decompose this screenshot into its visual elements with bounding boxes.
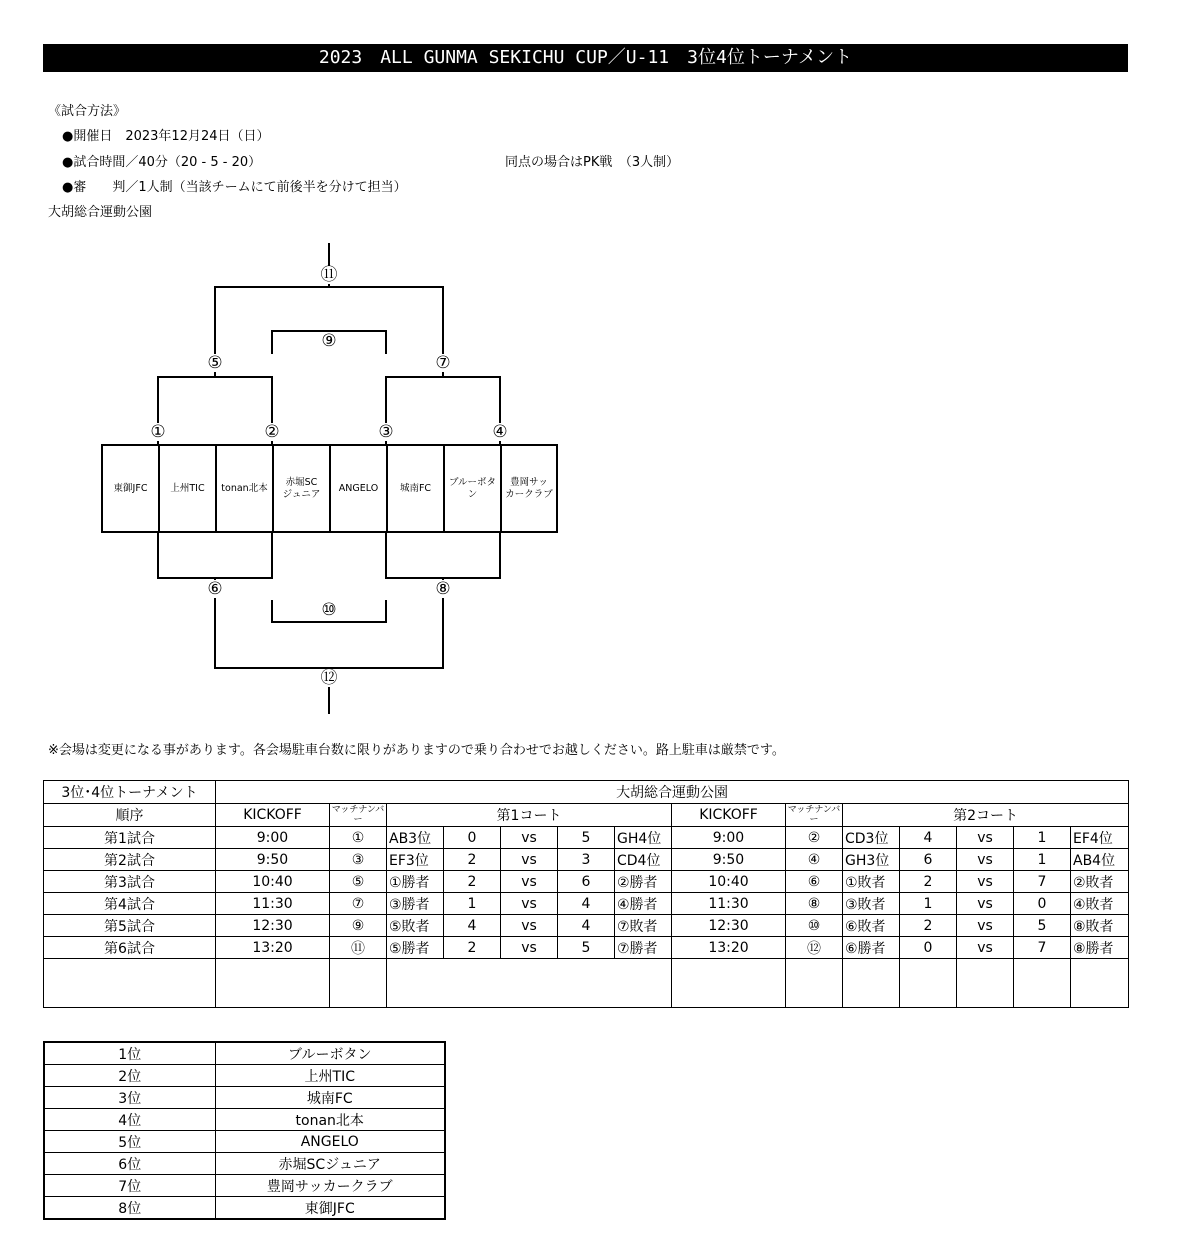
rank-label: 5位 [44, 1131, 215, 1153]
home-score: 1 [444, 893, 501, 915]
schedule-table [43, 780, 1129, 1008]
away-score: 1 [1014, 849, 1071, 871]
method-heading: 《試合方法》 [48, 104, 127, 119]
match-number: ② [264, 422, 280, 442]
parking-note: ※会場は変更になる事があります。各会場駐車台数に限りがありますので乗り合わせでお越しください。路上駐車は厳禁です。 [48, 743, 785, 758]
match-order: 第5試合 [44, 915, 216, 937]
match-number: ⑪ [320, 265, 338, 285]
rank-label: 2位 [44, 1065, 215, 1087]
court1-header: 第1コート [387, 804, 672, 827]
away-team: GH4位 [615, 827, 672, 849]
match-order: 第3試合 [44, 871, 216, 893]
kickoff-time: 9:00 [216, 827, 330, 849]
kickoff-time: 9:50 [216, 849, 330, 871]
schedule-column-headers [44, 804, 1129, 827]
referee-rule: ●審 判／1人制（当該チームにて前後半を分けて担当） [62, 180, 407, 195]
vs-label: vs [957, 827, 1014, 849]
away-score: 6 [558, 871, 615, 893]
rank-team: 赤堀SCジュニア [215, 1153, 445, 1175]
vs-label: vs [501, 871, 558, 893]
match-number: ① [330, 827, 387, 849]
rank-label: 8位 [44, 1197, 215, 1220]
court2-header: 第2コート [843, 804, 1129, 827]
away-team: ⑦勝者 [615, 937, 672, 959]
kickoff-time: 12:30 [672, 915, 786, 937]
away-score: 7 [1014, 871, 1071, 893]
vs-label: vs [957, 915, 1014, 937]
team-box [329, 444, 388, 533]
match-number: ⑧ [435, 579, 451, 599]
match-order: 第1試合 [44, 827, 216, 849]
away-score: 7 [1014, 937, 1071, 959]
home-team: EF3位 [387, 849, 444, 871]
rank-team: ANGELO [215, 1131, 445, 1153]
match-number: ⑨ [321, 331, 337, 351]
tournament-label: 3位･4位トーナメント [44, 781, 216, 804]
team-name: 赤堀SC ジュニア [282, 476, 321, 500]
ranking-row [44, 1109, 445, 1131]
ranking-row [44, 1087, 445, 1109]
team-name: 豊岡サッ カークラブ [505, 476, 553, 500]
away-score: 0 [1014, 893, 1071, 915]
rank-label: 7位 [44, 1175, 215, 1197]
kickoff-time: 12:30 [216, 915, 330, 937]
team-name: ANGELO [338, 482, 379, 494]
match-number: ⑨ [330, 915, 387, 937]
match-number: ⑫ [786, 937, 843, 959]
vs-label: vs [501, 937, 558, 959]
match-number: ④ [786, 849, 843, 871]
table-row [44, 849, 1129, 871]
home-score: 0 [900, 937, 957, 959]
match-number: ⑫ [320, 668, 338, 688]
away-team: ⑦敗者 [615, 915, 672, 937]
team-box [386, 444, 445, 533]
away-score: 1 [1014, 827, 1071, 849]
rank-label: 6位 [44, 1153, 215, 1175]
kickoff-time: 13:20 [672, 937, 786, 959]
home-team: ⑥勝者 [843, 937, 900, 959]
rank-label: 1位 [44, 1042, 215, 1065]
pk-rule: 同点の場合はPK戦 （3人制） [505, 155, 680, 170]
kickoff-header: KICKOFF [672, 804, 786, 827]
ranking-row [44, 1042, 445, 1065]
vs-label: vs [501, 915, 558, 937]
kickoff-time: 11:30 [672, 893, 786, 915]
home-score: 4 [444, 915, 501, 937]
schedule-header-row [44, 781, 1129, 804]
match-number: ⑥ [207, 579, 223, 599]
team-name: 城南FC [399, 482, 432, 494]
team-name: ブルーボタ ン [448, 476, 497, 500]
table-row [44, 959, 1129, 1008]
match-time: ●試合時間／40分（20 - 5 - 20） [62, 155, 262, 170]
match-number: ② [786, 827, 843, 849]
away-team: ④勝者 [615, 893, 672, 915]
home-score: 0 [444, 827, 501, 849]
team-box [500, 444, 558, 533]
match-order: 第4試合 [44, 893, 216, 915]
home-team: ③勝者 [387, 893, 444, 915]
home-team: ⑤勝者 [387, 937, 444, 959]
home-score: 1 [900, 893, 957, 915]
team-box [101, 444, 160, 533]
away-team: EF4位 [1071, 827, 1129, 849]
kickoff-time: 13:20 [216, 937, 330, 959]
vs-label: vs [501, 849, 558, 871]
home-team: ①敗者 [843, 871, 900, 893]
kickoff-time: 9:50 [672, 849, 786, 871]
vs-label: vs [957, 849, 1014, 871]
rank-team: ブルーボタン [215, 1042, 445, 1065]
ranking-row [44, 1065, 445, 1087]
away-score: 3 [558, 849, 615, 871]
ranking-row [44, 1175, 445, 1197]
match-number: ⑪ [330, 937, 387, 959]
home-team: CD3位 [843, 827, 900, 849]
match-number: ④ [492, 422, 508, 442]
rank-team: tonan北本 [215, 1109, 445, 1131]
away-team: ⑧敗者 [1071, 915, 1129, 937]
vs-label: vs [957, 893, 1014, 915]
home-score: 2 [444, 849, 501, 871]
match-number: ① [150, 422, 166, 442]
table-row [44, 871, 1129, 893]
table-row [44, 893, 1129, 915]
home-team: GH3位 [843, 849, 900, 871]
away-score: 4 [558, 915, 615, 937]
away-team: ②敗者 [1071, 871, 1129, 893]
home-score: 2 [900, 871, 957, 893]
team-box [443, 444, 502, 533]
match-no-header: マッチナンバー [330, 804, 387, 827]
match-number: ⑥ [786, 871, 843, 893]
match-number: ⑦ [330, 893, 387, 915]
ranking-table [43, 1041, 446, 1220]
match-number: ⑩ [786, 915, 843, 937]
match-number: ③ [378, 422, 394, 442]
team-name: 東御JFC [113, 482, 148, 494]
home-team: ⑤敗者 [387, 915, 444, 937]
home-score: 2 [444, 871, 501, 893]
away-score: 5 [558, 937, 615, 959]
rank-label: 4位 [44, 1109, 215, 1131]
home-score: 6 [900, 849, 957, 871]
vs-label: vs [501, 827, 558, 849]
away-team: ②勝者 [615, 871, 672, 893]
match-order: 第2試合 [44, 849, 216, 871]
home-team: ③敗者 [843, 893, 900, 915]
ranking-row [44, 1197, 445, 1220]
table-row [44, 827, 1129, 849]
table-row [44, 937, 1129, 959]
event-date: ●開催日 2023年12月24日（日） [62, 129, 270, 144]
kickoff-header: KICKOFF [216, 804, 330, 827]
home-team: ⑥敗者 [843, 915, 900, 937]
table-row [44, 915, 1129, 937]
kickoff-time: 10:40 [216, 871, 330, 893]
ranking-row [44, 1131, 445, 1153]
away-team: ④敗者 [1071, 893, 1129, 915]
rank-team: 東御JFC [215, 1197, 445, 1220]
schedule-venue: 大胡総合運動公園 [216, 781, 1129, 804]
rank-team: 豊岡サッカークラブ [215, 1175, 445, 1197]
kickoff-time: 10:40 [672, 871, 786, 893]
away-score: 5 [558, 827, 615, 849]
team-name: 上州TIC [170, 482, 205, 494]
vs-label: vs [957, 871, 1014, 893]
page-title: 2023 ALL GUNMA SEKICHU CUP／U-11 3位4位トーナメント [43, 44, 1128, 72]
kickoff-time: 9:00 [672, 827, 786, 849]
match-number: ⑤ [207, 353, 223, 373]
venue-name: 大胡総合運動公園 [48, 205, 153, 220]
away-score: 5 [1014, 915, 1071, 937]
match-number: ⑤ [330, 871, 387, 893]
kickoff-time: 11:30 [216, 893, 330, 915]
team-box [215, 444, 274, 533]
match-number: ⑩ [321, 600, 337, 620]
order-header: 順序 [44, 804, 216, 827]
vs-label: vs [957, 937, 1014, 959]
match-no-header: マッチナンバー [786, 804, 843, 827]
rank-team: 上州TIC [215, 1065, 445, 1087]
rank-team: 城南FC [215, 1087, 445, 1109]
rank-label: 3位 [44, 1087, 215, 1109]
away-team: ⑧勝者 [1071, 937, 1129, 959]
away-team: CD4位 [615, 849, 672, 871]
team-name: tonan北本 [221, 482, 268, 494]
team-box [158, 444, 217, 533]
match-number: ③ [330, 849, 387, 871]
ranking-row [44, 1153, 445, 1175]
away-score: 4 [558, 893, 615, 915]
home-score: 4 [900, 827, 957, 849]
match-order: 第6試合 [44, 937, 216, 959]
home-score: 2 [444, 937, 501, 959]
away-team: AB4位 [1071, 849, 1129, 871]
match-number: ⑦ [435, 353, 451, 373]
vs-label: vs [501, 893, 558, 915]
match-number: ⑧ [786, 893, 843, 915]
home-score: 2 [900, 915, 957, 937]
home-team: AB3位 [387, 827, 444, 849]
team-box [272, 444, 331, 533]
home-team: ①勝者 [387, 871, 444, 893]
